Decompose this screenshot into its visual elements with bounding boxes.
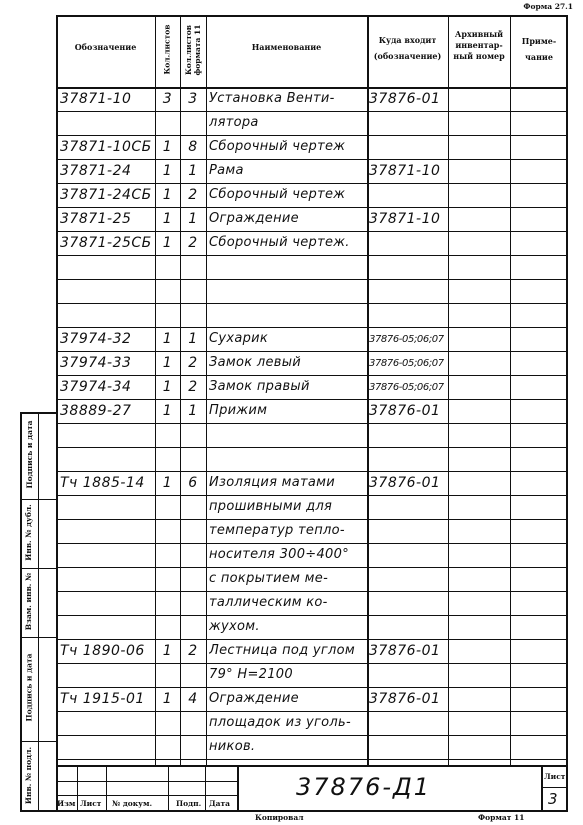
cell-used-in [369, 115, 447, 133]
cell-format [180, 739, 206, 757]
cell-format [180, 499, 206, 517]
cell-used-in [369, 667, 447, 685]
cell-format: 1 [188, 163, 198, 179]
cell-designation [60, 595, 153, 613]
cell-designation: 37974-32 [60, 331, 132, 347]
cell-sheets [155, 451, 180, 469]
cell-name: Изоляция матами [209, 475, 336, 490]
format-label: Формат 11 [478, 813, 525, 822]
cell-name: с покрытием ме- [209, 571, 329, 586]
cell-used-in: 37876-05;06;07 [369, 358, 444, 369]
cell-designation [60, 715, 153, 733]
cell-sheets [155, 571, 180, 589]
cell-designation: 37871-10 [60, 91, 132, 107]
cell-used-in [369, 187, 447, 205]
cell-sheets: 1 [162, 235, 173, 251]
cell-used-in [369, 595, 447, 613]
sheet-number: 3 [548, 790, 558, 808]
cell-name: ников. [209, 739, 256, 754]
cell-designation: 37871-25СБ [60, 235, 152, 251]
cell-sheets [155, 307, 180, 325]
cell-format [180, 667, 206, 685]
cell-used-in [369, 499, 447, 517]
cell-name: температур тепло- [209, 523, 345, 538]
cell-designation [60, 115, 153, 133]
cell-name: Сборочный чертеж [209, 139, 346, 154]
title-col-doc: № докум. [112, 799, 153, 808]
cell-used-in [369, 139, 447, 157]
cell-name: Сборочный чертеж. [209, 235, 350, 250]
cell-sheets: 1 [162, 355, 173, 371]
cell-used-in [369, 523, 447, 541]
cell-name: таллическим ко- [209, 595, 328, 610]
title-col-izm: Изм [57, 799, 76, 808]
cell-format: 1 [188, 403, 198, 419]
col-header-designation: Обозначение [74, 42, 137, 52]
cell-sheets: 1 [162, 187, 173, 203]
cell-sheets [155, 619, 180, 637]
cell-designation [60, 451, 153, 469]
cell-sheets [155, 499, 180, 517]
cell-name [209, 451, 366, 469]
cell-designation [60, 259, 153, 277]
cell-used-in: 37876-01 [369, 691, 441, 707]
cell-used-in [369, 259, 447, 277]
cell-designation: Тч 1885-14 [60, 475, 145, 491]
form-number-label: Форма 27.1 [523, 2, 573, 11]
col-header-sheets: Кол.листов [162, 24, 172, 75]
col-header-where-used: Куда входит (обозначение) [373, 35, 442, 61]
cell-sheets: 1 [162, 403, 173, 419]
cell-used-in [369, 739, 447, 757]
cell-name: носителя 300÷400° [209, 547, 350, 562]
cell-format: 2 [188, 187, 198, 203]
cell-format: 3 [188, 91, 198, 107]
cell-format [180, 283, 206, 301]
cell-name: жухом. [209, 619, 260, 634]
cell-sheets [155, 115, 180, 133]
copied-by-label: Копировал [255, 813, 304, 822]
title-col-date: Дата [209, 799, 231, 808]
cell-designation: 37871-10СБ [60, 139, 152, 155]
cell-designation: 37974-33 [60, 355, 132, 371]
cell-name: Установка Венти- [209, 91, 335, 106]
cell-designation: 37974-34 [60, 379, 132, 395]
cell-designation: Тч 1890-06 [60, 643, 145, 659]
cell-used-in: 37876-01 [369, 475, 441, 491]
cell-sheets: 1 [162, 475, 173, 491]
cell-name: лятора [209, 115, 259, 130]
cell-designation: 37871-24 [60, 163, 132, 179]
cell-name: Лестница под углом [209, 643, 355, 658]
col-header-note: Приме- чание [521, 36, 557, 62]
cell-sheets [155, 283, 180, 301]
col-header-archive: Архивный инвентар- ный номер [453, 29, 505, 61]
cell-name [209, 259, 366, 277]
cell-used-in [369, 619, 447, 637]
cell-sheets [155, 259, 180, 277]
cell-used-in [369, 307, 447, 325]
cell-format [180, 115, 206, 133]
cell-designation: 37871-25 [60, 211, 132, 227]
cell-name: 79° Н=2100 [209, 667, 293, 682]
cell-used-in [369, 427, 447, 445]
side-label-orig-inv: Инв. № подл. [24, 746, 33, 805]
col-header-name: Наименование [251, 42, 322, 52]
cell-name [209, 307, 366, 325]
cell-format [180, 595, 206, 613]
cell-used-in: 37876-05;06;07 [369, 382, 444, 393]
cell-sheets: 1 [162, 331, 173, 347]
cell-sheets: 1 [162, 691, 173, 707]
cell-name: Замок левый [209, 355, 302, 370]
cell-format [180, 427, 206, 445]
cell-name: площадок из уголь- [209, 715, 351, 730]
cell-name: Замок правый [209, 379, 310, 394]
cell-used-in: 37876-05;06;07 [369, 334, 444, 345]
cell-designation: Тч 1915-01 [60, 691, 145, 707]
cell-name: Прижим [209, 403, 268, 418]
side-label-replace-inv: Взам. инв. № [24, 572, 33, 631]
title-col-sign: Подп. [176, 799, 202, 808]
title-col-list: Лист [80, 799, 102, 808]
cell-used-in: 37876-01 [369, 403, 441, 419]
cell-used-in [369, 283, 447, 301]
document-code: 37876-Д1 [296, 773, 432, 801]
cell-designation: 37871-24СБ [60, 187, 152, 203]
cell-designation [60, 499, 153, 517]
cell-format: 2 [188, 235, 198, 251]
cell-sheets [155, 523, 180, 541]
cell-name [209, 427, 366, 445]
cell-format: 1 [188, 211, 198, 227]
cell-name: Сборочный чертеж [209, 187, 346, 202]
cell-sheets [155, 547, 180, 565]
cell-designation [60, 283, 153, 301]
cell-designation [60, 307, 153, 325]
cell-designation [60, 667, 153, 685]
cell-sheets [155, 667, 180, 685]
cell-format [180, 715, 206, 733]
cell-designation [60, 571, 153, 589]
sheet-label: Лист [544, 772, 566, 781]
cell-used-in [369, 715, 447, 733]
cell-designation: 38889-27 [60, 403, 132, 419]
cell-used-in [369, 235, 447, 253]
cell-sheets [155, 595, 180, 613]
cell-name: Рама [209, 163, 244, 178]
cell-format: 4 [188, 691, 198, 707]
cell-sheets: 1 [162, 139, 173, 155]
cell-format [180, 451, 206, 469]
cell-sheets: 1 [162, 211, 173, 227]
cell-format: 1 [188, 331, 198, 347]
cell-sheets: 1 [162, 643, 173, 659]
cell-used-in: 37871-10 [369, 163, 441, 179]
cell-name: прошивными для [209, 499, 333, 514]
cell-designation [60, 619, 153, 637]
col-header-format: Кол.листов формата 11 [184, 24, 202, 76]
cell-used-in [369, 571, 447, 589]
cell-name: Ограждение [209, 691, 299, 706]
cell-designation [60, 547, 153, 565]
cell-format: 6 [188, 475, 198, 491]
side-label-sign-date-1: Подпись и дата [25, 420, 34, 489]
cell-used-in: 37876-01 [369, 643, 441, 659]
cell-used-in [369, 451, 447, 469]
cell-used-in: 37871-10 [369, 211, 441, 227]
cell-format: 2 [188, 643, 198, 659]
cell-sheets [155, 739, 180, 757]
cell-format [180, 259, 206, 277]
cell-designation [60, 427, 153, 445]
cell-designation [60, 523, 153, 541]
cell-name [209, 283, 366, 301]
cell-sheets: 1 [162, 379, 173, 395]
cell-format: 8 [188, 139, 198, 155]
cell-used-in: 37876-01 [369, 91, 441, 107]
cell-format [180, 307, 206, 325]
cell-format [180, 571, 206, 589]
cell-name: Сухарик [209, 331, 269, 346]
cell-sheets: 1 [162, 163, 173, 179]
cell-used-in [369, 547, 447, 565]
cell-format [180, 619, 206, 637]
cell-format [180, 523, 206, 541]
side-label-dup-inv: Инв. № дубл. [24, 504, 33, 561]
cell-sheets [155, 715, 180, 733]
cell-sheets: 3 [162, 91, 173, 107]
cell-name: Ограждение [209, 211, 299, 226]
cell-format: 2 [188, 355, 198, 371]
cell-sheets [155, 427, 180, 445]
cell-format [180, 547, 206, 565]
side-label-sign-date-2: Подпись и дата [24, 653, 34, 722]
cell-designation [60, 739, 153, 757]
cell-format: 2 [188, 379, 198, 395]
